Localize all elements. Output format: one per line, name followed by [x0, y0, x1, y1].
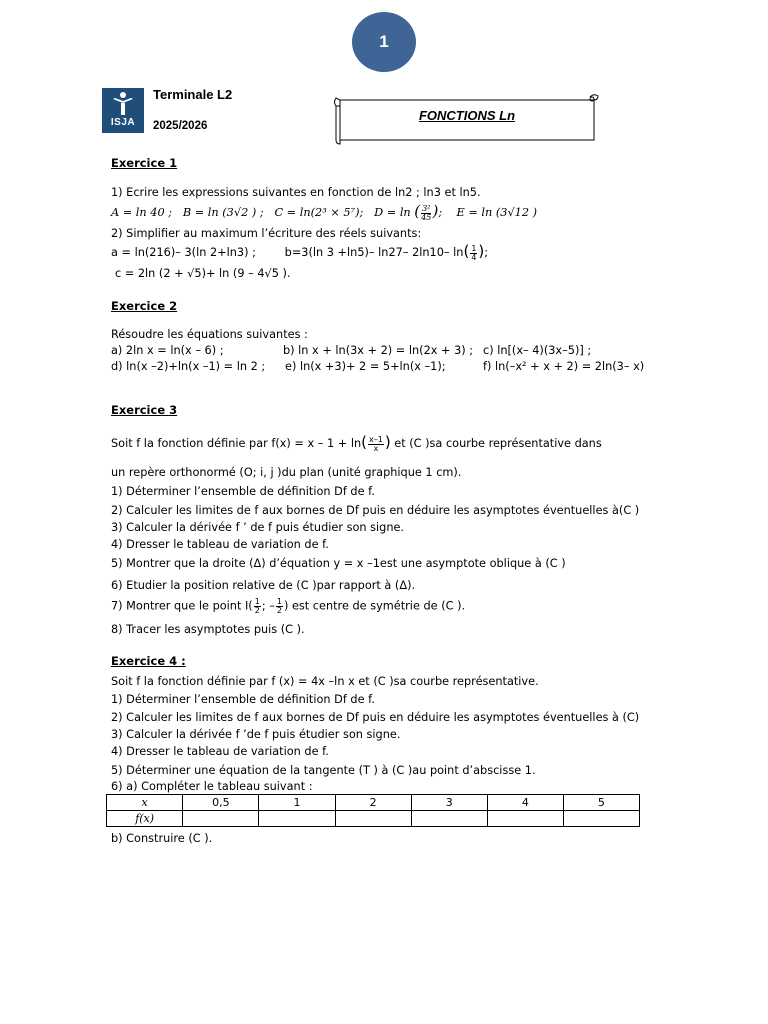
expr-d-fraction: $\frac{\text{3²}}{45}$ — [421, 203, 432, 222]
ex3-line-2: un repère orthonormé (O; i, j )du plan (unité graphique 1 cm). — [111, 466, 462, 479]
ex3-line-10: 8) Tracer les asymptotes puis (C ). — [111, 623, 305, 636]
exercise-2-title: Exercice 2 — [111, 299, 178, 313]
expr-a: A = ln 40 ; — [111, 206, 173, 219]
values-table — [106, 794, 640, 827]
ex1-c-line: c = 2ln (2 + √5)+ ln (9 – 4√5 ). — [115, 267, 291, 280]
exercise-1-title: Exercice 1 — [111, 156, 178, 170]
ex4-line-3: 2) Calculer les limites de f aux bornes de Df puis en déduire les asymptotes éventuelles à (C) — [111, 711, 640, 724]
table-header-cell: 4 — [487, 795, 563, 811]
class-label: Terminale L2 — [153, 87, 233, 102]
ex2-intro: Résoudre les équations suivantes : — [111, 328, 308, 341]
eq-c: c) ln[(x– 4)(3x–5)] ; — [483, 344, 592, 357]
table-cell[interactable] — [487, 811, 563, 827]
table-header-cell: 3 — [411, 795, 487, 811]
exercise-4-title: Exercice 4 : — [111, 654, 186, 668]
ex4-line-5: 4) Dresser le tableau de variation de f. — [111, 745, 329, 758]
ex4-line-4: 3) Calculer la dérivée f ’de f puis étudier son signe. — [111, 728, 401, 741]
table-header-cell: x — [107, 795, 183, 811]
table-cell[interactable] — [563, 811, 639, 827]
table-header-cell: 2 — [335, 795, 411, 811]
person-icon — [111, 91, 135, 117]
ex4-line-1: Soit f la fonction définie par f (x) = 4x –ln x et (C )sa courbe représentative. — [111, 675, 539, 688]
exercise-3-title: Exercice 3 — [111, 403, 178, 417]
eq-d: d) ln(x –2)+ln(x –1) = ln 2 ; — [111, 360, 266, 373]
table-header-cell: 0,5 — [183, 795, 259, 811]
eq-f: f) ln(–x² + x + 2) = 2ln(3– x) — [483, 360, 645, 373]
expr-b-small: b=3(ln 3 +ln5)– ln27– 2ln10– ln — [284, 246, 464, 259]
expr-c: C = ln(2³ × 5⁷); — [274, 206, 364, 219]
ex1-question-1: 1) Ecrire les expressions suivantes en fonction de ln2 ; ln3 et ln5. — [111, 186, 481, 199]
point-y-fraction: $\frac{1}{2}$ — [276, 597, 282, 615]
page-number-badge: 1 — [352, 12, 416, 72]
ex3-line-8: 6) Etudier la position relative de (C )par rapport à (Δ). — [111, 579, 416, 592]
table-header-cell: 5 — [563, 795, 639, 811]
expr-b-fraction: $\frac{1}{4}$ — [471, 243, 477, 262]
expr-a-small: a = ln(216)– 3(ln 2+ln3) ; — [111, 246, 256, 259]
eq-b: b) ln x + ln(3x + 2) = ln(2x + 3) ; — [283, 344, 474, 357]
point-x-fraction: $\frac{1}{2}$ — [254, 597, 260, 615]
ex3-line-3: 1) Déterminer l’ensemble de définition Df de f. — [111, 485, 375, 498]
ex1-question-2: 2) Simplifier au maximum l’écriture des réels suivants: — [111, 227, 422, 240]
ex1-expressions: A = ln 40 ; B = ln (3√2 ) ; C = ln(2³ × 5⁷); D = ln ( $\frac{\text{3²}}{45}$ ); E = ln (3√12 ) — [111, 202, 538, 222]
ex4-line-8: b) Construire (C ). — [111, 832, 213, 845]
ex3-line-9: 7) Montrer que le point I( $\frac{1}{2}$ ; – $\frac{1}{2}$ ) est centre de symétrie de (C ). — [111, 597, 466, 615]
ex3-line-4: 2) Calculer les limites de f aux bornes de Df puis en déduire les asymptotes éventuelles à(C ) — [111, 504, 640, 517]
ex3-line-5: 3) Calculer la dérivée f ’ de f puis étudier son signe. — [111, 521, 405, 534]
school-logo — [102, 88, 144, 133]
ex4-line-2: 1) Déterminer l’ensemble de définition Df de f. — [111, 693, 375, 706]
ex3-line-1: Soit f la fonction définie par f(x) = x – 1 + ln( $\frac{x-1}{x}$ ) et (C )sa courbe représentative dans — [111, 433, 602, 453]
ex3-line-7: 5) Montrer que la droite (Δ) d’équation y = x –1est une asymptote oblique à (C ) — [111, 557, 566, 570]
year-label: 2025/2026 — [153, 120, 208, 132]
ex1-ab-line: a = ln(216)– 3(ln 2+ln3) ; b=3(ln 3 +ln5)– ln27– 2ln10– ln( $\frac{1}{4}$ ); — [111, 242, 489, 262]
expr-e: E = ln (3√12 ) — [456, 206, 538, 219]
table-cell[interactable] — [259, 811, 335, 827]
document-title: FONCTIONS Ln — [418, 108, 516, 123]
table-cell[interactable] — [411, 811, 487, 827]
ex4-line-6: 5) Déterminer une équation de la tangente (T ) à (C )au point d’abscisse 1. — [111, 764, 536, 777]
table-header-cell: 1 — [259, 795, 335, 811]
table-cell[interactable] — [335, 811, 411, 827]
expr-d: D = ln — [374, 206, 411, 219]
table-row — [107, 795, 640, 811]
ex4-line-7: 6) a) Compléter le tableau suivant : — [111, 780, 313, 793]
table-row — [107, 811, 640, 827]
logo-text: ISJA — [110, 117, 136, 128]
ex3-fraction: $\frac{x-1}{x}$ — [369, 434, 383, 453]
table-cell[interactable] — [183, 811, 259, 827]
expr-b: B = ln (3√2 ) ; — [182, 206, 264, 219]
table-row-label: f(x) — [107, 811, 183, 827]
eq-a: a) 2ln x = ln(x – 6) ; — [111, 344, 224, 357]
eq-e: e) ln(x +3)+ 2 = 5+ln(x –1); — [285, 360, 446, 373]
ex3-line-6: 4) Dresser le tableau de variation de f. — [111, 538, 329, 551]
